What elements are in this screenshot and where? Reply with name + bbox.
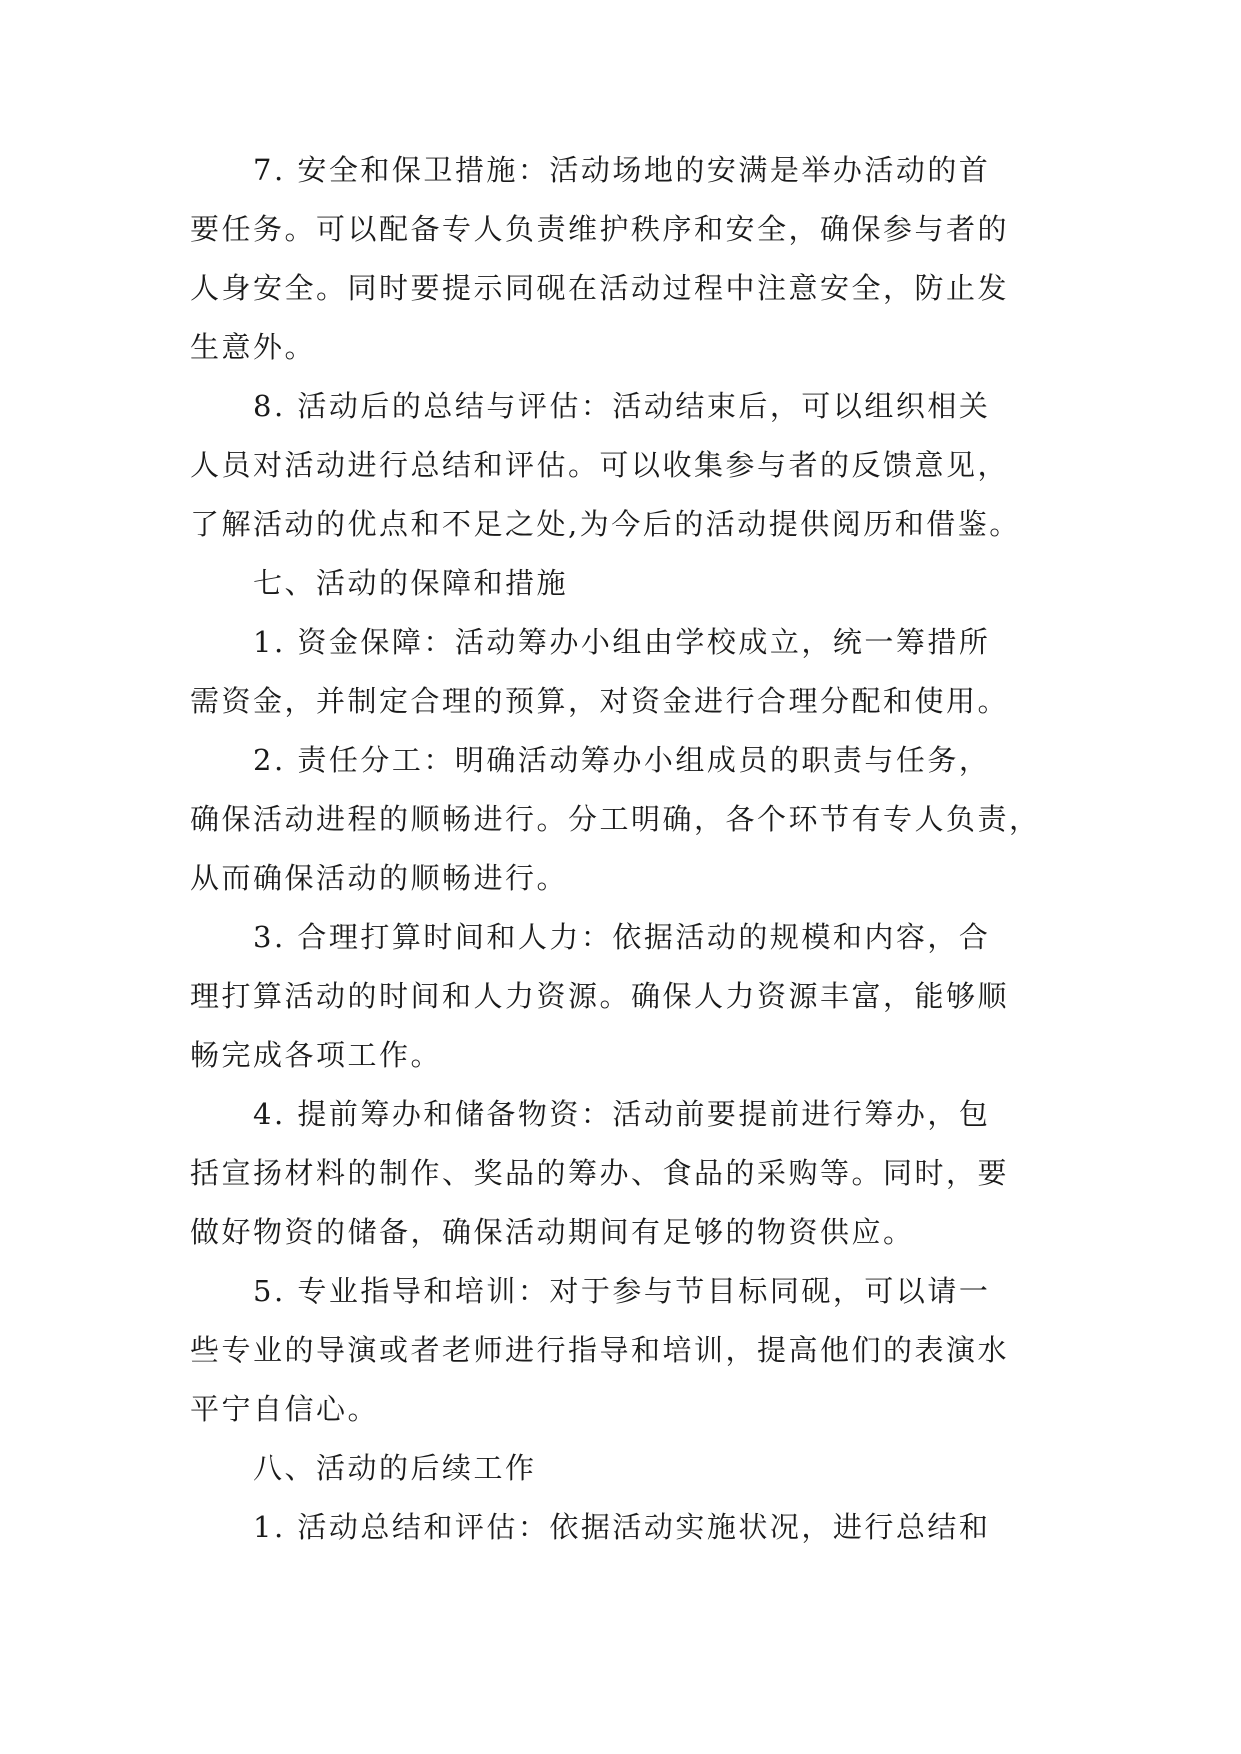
item-1-line-1: 1. 资金保障：活动筹办小组由学校成立，统一筹措所 bbox=[253, 625, 991, 659]
paragraph-7-line-1: 7. 安全和保卫措施：活动场地的安满是举办活动的首 bbox=[253, 153, 991, 187]
item-3-line-2: 理打算活动的时间和人力资源。确保人力资源丰富，能够顺 bbox=[190, 979, 1010, 1013]
paragraph-8-line-1: 8. 活动后的总结与评估：活动结束后，可以组织相关 bbox=[253, 389, 991, 423]
item-3-line-3: 畅完成各项工作。 bbox=[190, 1038, 443, 1072]
item-5-line-3: 平宁自信心。 bbox=[190, 1392, 380, 1426]
item-5-line-1: 5. 专业指导和培训：对于参与节目标同砚，可以请一 bbox=[253, 1274, 991, 1308]
followup-item-1-line-1: 1. 活动总结和评估：依据活动实施状况，进行总结和 bbox=[253, 1510, 991, 1544]
item-2-line-3: 从而确保活动的顺畅进行。 bbox=[190, 861, 569, 895]
paragraph-7-line-2: 要任务。可以配备专人负责维护秩序和安全，确保参与者的 bbox=[190, 212, 1010, 246]
item-4-line-3: 做好物资的储备，确保活动期间有足够的物资供应。 bbox=[190, 1215, 915, 1249]
item-2-line-2: 确保活动进程的顺畅进行。分工明确，各个环节有专人负责， bbox=[190, 802, 1041, 836]
paragraph-8-line-2: 人员对活动进行总结和评估。可以收集参与者的反馈意见， bbox=[190, 448, 1010, 482]
item-4-line-2: 括宣扬材料的制作、奖品的筹办、食品的采购等。同时，要 bbox=[190, 1156, 1010, 1190]
paragraph-7-line-3: 人身安全。同时要提示同砚在活动过程中注意安全，防止发 bbox=[190, 271, 1010, 305]
item-4-line-1: 4. 提前筹办和储备物资：活动前要提前进行筹办，包 bbox=[253, 1097, 991, 1131]
section-heading-7: 七、活动的保障和措施 bbox=[253, 566, 569, 600]
paragraph-7-line-4: 生意外。 bbox=[190, 330, 317, 364]
item-5-line-2: 些专业的导演或者老师进行指导和培训，提高他们的表演水 bbox=[190, 1333, 1010, 1367]
section-heading-8: 八、活动的后续工作 bbox=[253, 1451, 537, 1485]
item-1-line-2: 需资金，并制定合理的预算，对资金进行合理分配和使用。 bbox=[190, 684, 1010, 718]
paragraph-8-line-3: 了解活动的优点和不足之处,为今后的活动提供阅历和借鉴。 bbox=[190, 507, 1021, 541]
item-3-line-1: 3. 合理打算时间和人力：依据活动的规模和内容，合 bbox=[253, 920, 991, 954]
item-2-line-1: 2. 责任分工：明确活动筹办小组成员的职责与任务， bbox=[253, 743, 991, 777]
